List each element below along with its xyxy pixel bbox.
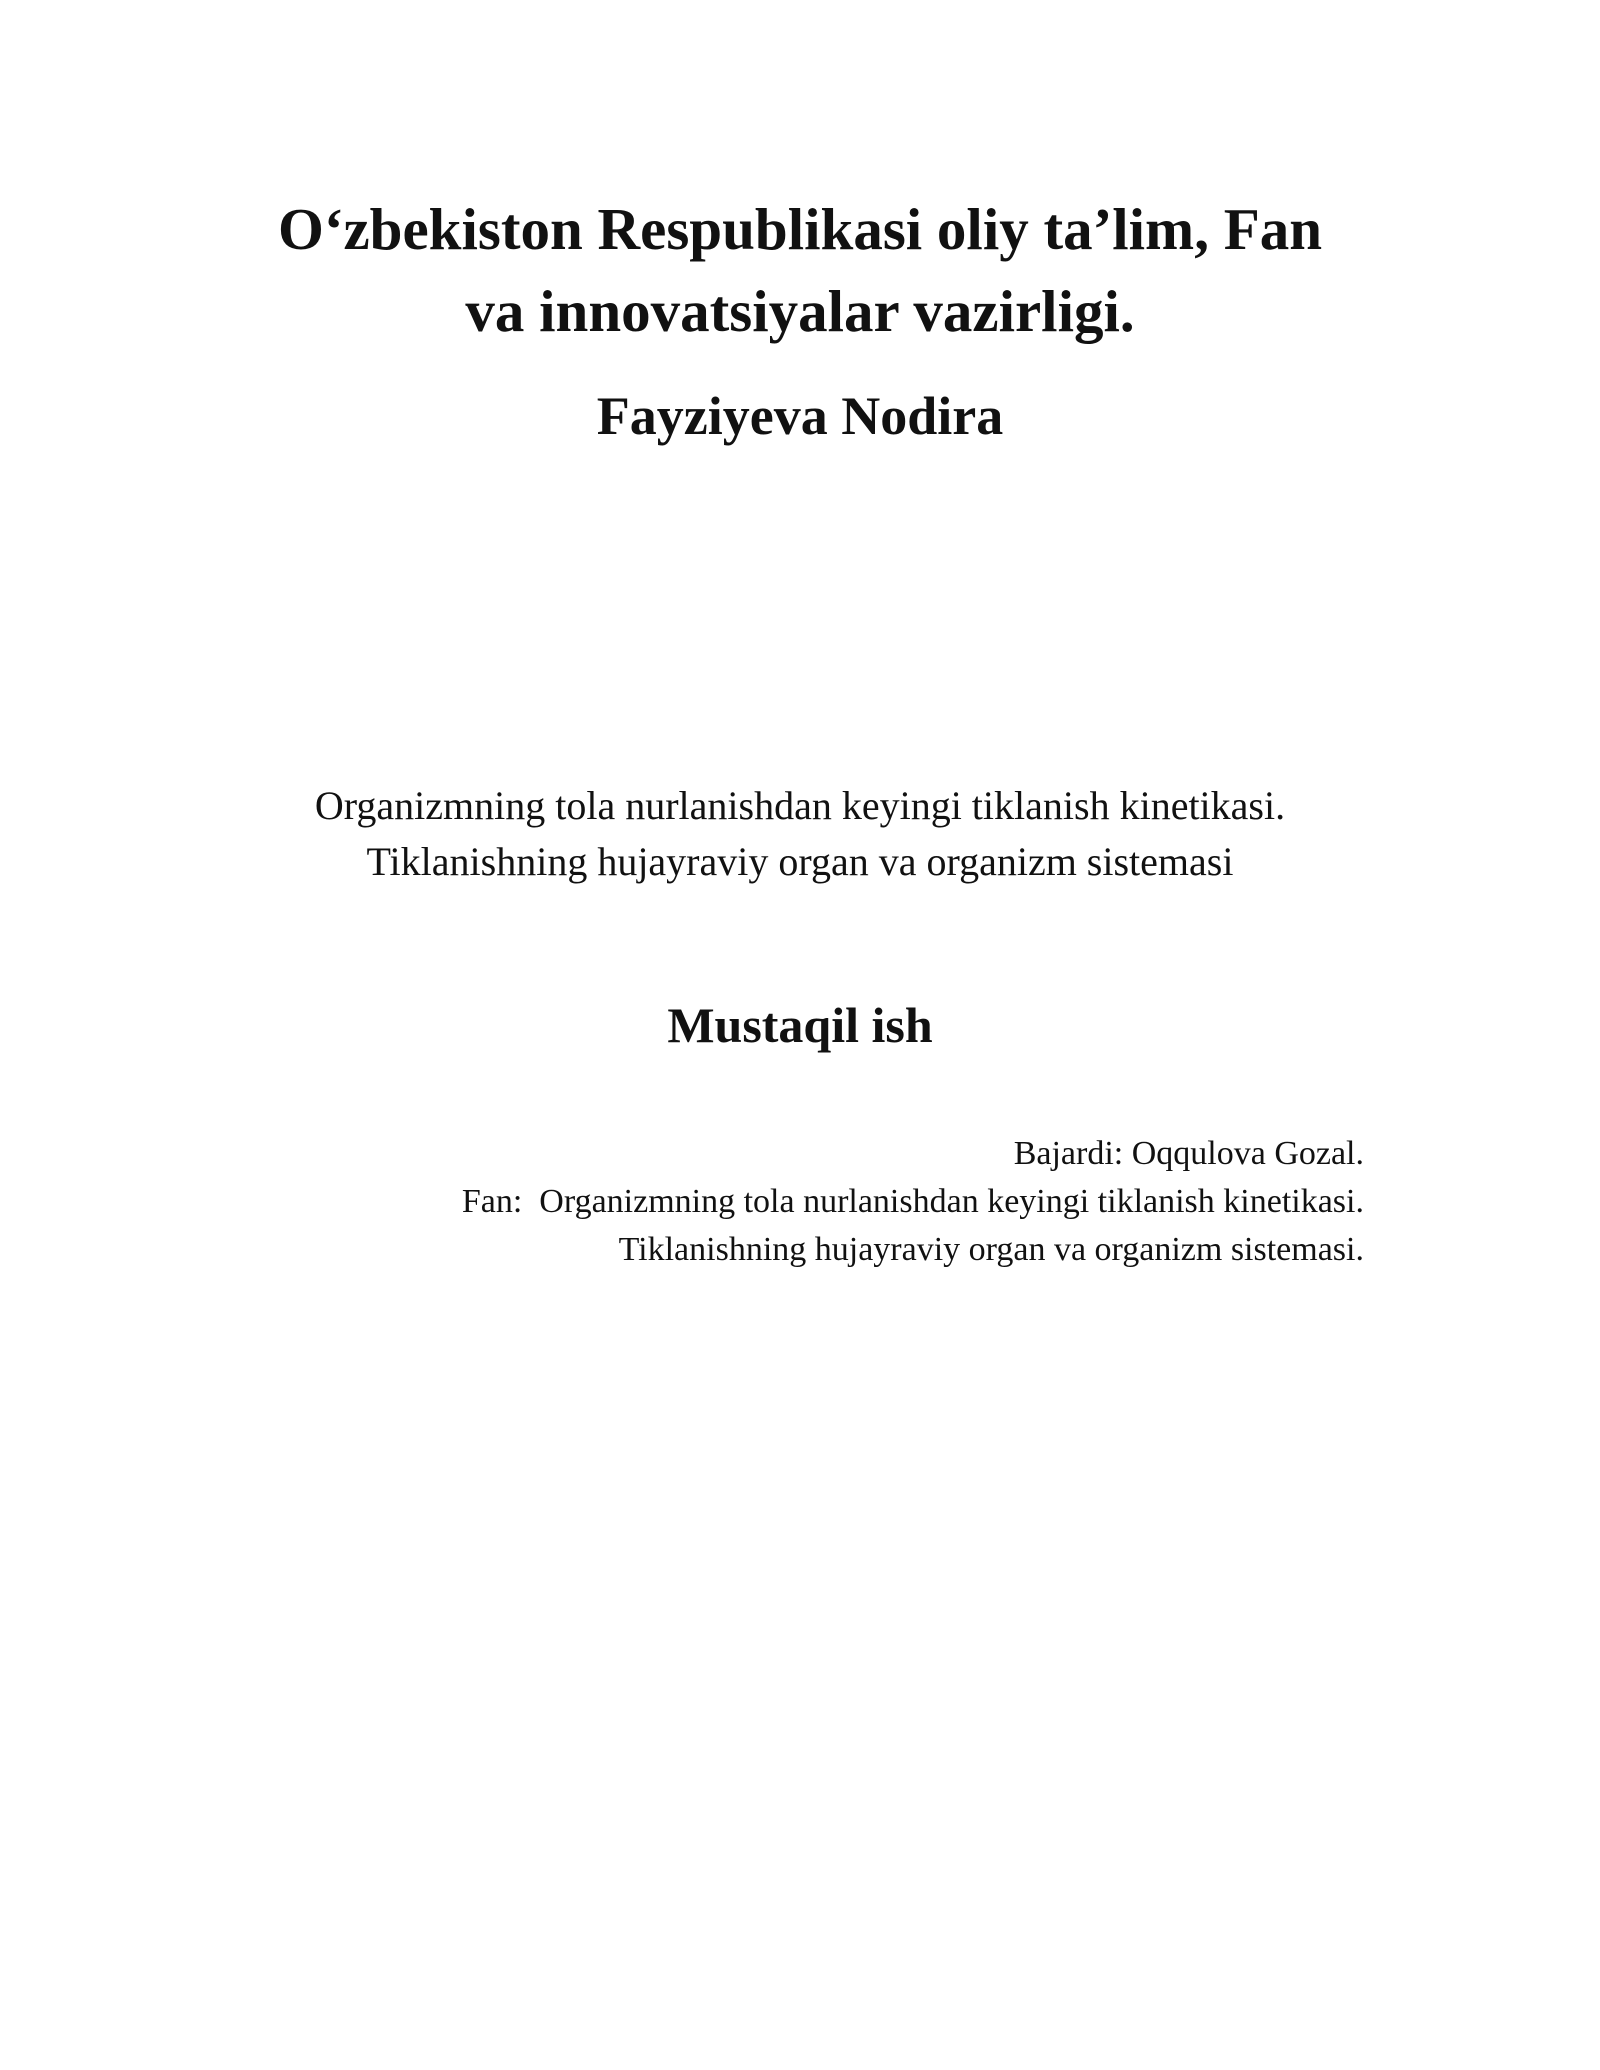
- performed-by: Bajardi: Oqqulova Gozal.: [1013, 1135, 1364, 1172]
- ministry-title: [200, 188, 1400, 352]
- topic-line-2: Tiklanishning hujayraviy organ va organizm sistemasi: [366, 839, 1234, 884]
- ministry-title-line-2: va innovatsiyalar vazirligi.: [465, 278, 1135, 344]
- work-details: [300, 1130, 1364, 1274]
- topic-line-1: Organizmning tola nurlanishdan keyingi tiklanish kinetikasi.: [314, 783, 1286, 828]
- teacher-name: Fayziyeva Nodira: [596, 386, 1004, 446]
- subject-line-2: Tiklanishning hujayraviy organ va organizm sistemasi.: [618, 1231, 1364, 1268]
- topic-title: [200, 778, 1400, 890]
- ministry-title-line-1: O‘zbekiston Respublikasi oliy ta’lim, Fan: [277, 196, 1323, 262]
- subject-line-1: Fan: Organizmning tola nurlanishdan keyingi tiklanish kinetikasi.: [461, 1183, 1364, 1220]
- work-type-heading: Mustaqil ish: [667, 997, 933, 1053]
